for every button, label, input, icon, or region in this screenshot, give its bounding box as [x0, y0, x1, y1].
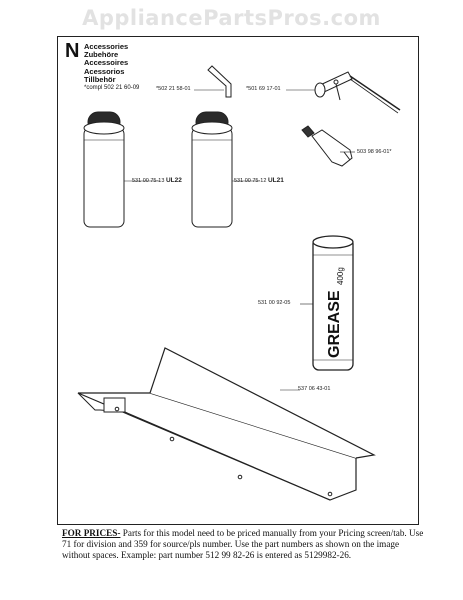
title-pt: Acessorios	[84, 66, 125, 76]
pn-hex-key: *502 21 58-01	[156, 86, 191, 92]
pricing-note-lead: FOR PRICES-	[62, 528, 121, 538]
title-fr: Accessoires	[84, 58, 129, 68]
title-en: Accessories	[84, 42, 129, 51]
spark-wrench-illustration	[315, 72, 400, 113]
grease-word: GREASE	[326, 290, 343, 358]
grease-weight: 400g	[336, 267, 345, 285]
paste-tube-illustration	[302, 126, 352, 166]
spray-can-1-illustration	[84, 112, 124, 227]
pn-spark-wrench: *501 69 17-01	[246, 86, 281, 92]
pn-spray-can-2	[234, 177, 284, 184]
pn-spray-1-number: 531 00 75-13	[132, 178, 165, 184]
section-letter: N	[65, 40, 80, 62]
pricing-note-text: Parts for this model need to be priced manually from your Pricing screen/tab. Use 71 for division and 359 for source/pls number. Use the part numbers as shown on the image without spaces. Example: part number 512 99 82-26 is entered as 5129982-26.	[62, 528, 424, 560]
pn-guard-plate: 537 06 43-01	[298, 386, 331, 392]
guard-plate-illustration	[78, 348, 374, 500]
pn-spray-2-suffix: UL21	[267, 177, 284, 184]
compl-note: *compl 502 21 60-09	[84, 85, 140, 92]
pn-paste-tube: 503 98 96-01*	[357, 149, 392, 155]
title-de: Zubehöre	[84, 50, 119, 60]
pn-spray-2-number: 531 00 75-12	[234, 178, 267, 184]
pn-spray-can-1	[132, 177, 182, 184]
title-sv: Tillbehör	[84, 74, 116, 84]
pricing-note	[62, 528, 427, 561]
hex-key-illustration	[208, 66, 231, 97]
site-watermark: AppliancePartsPros.com	[82, 6, 381, 30]
spray-can-2-illustration	[192, 112, 232, 227]
pn-grease-tube: 531 00 92-05	[258, 300, 291, 306]
pn-spray-1-suffix: UL22	[165, 177, 182, 184]
